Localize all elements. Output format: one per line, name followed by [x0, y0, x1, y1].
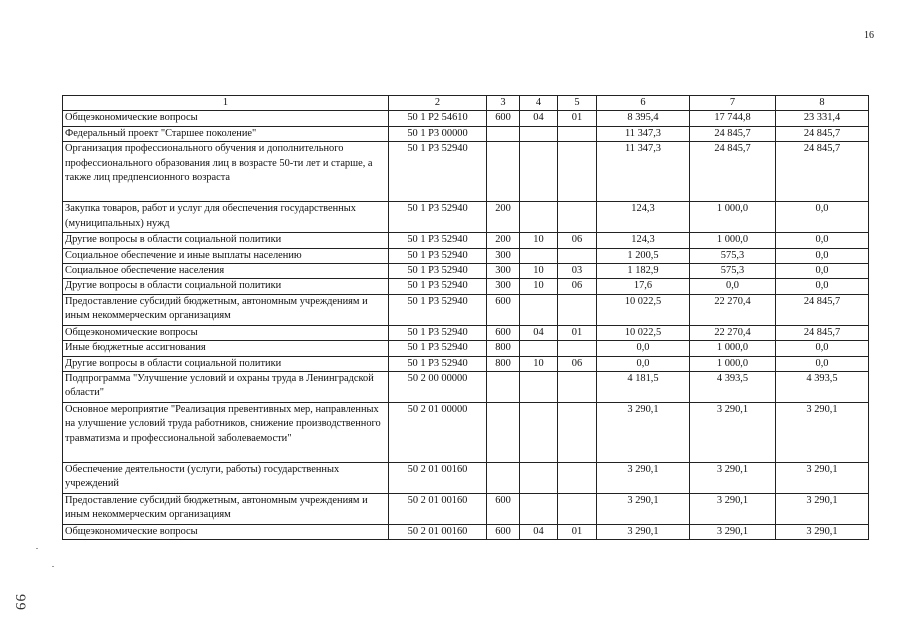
cell-name: Организация профессионального обучения и дополнительного профессионального образования лиц в возрасте 50-ти лет и старше, а также лиц предпенсионного возраста: [63, 142, 389, 202]
cell-section: [520, 372, 558, 403]
side-margin-mark: 99: [12, 594, 28, 611]
cell-subsection: 06: [558, 356, 597, 371]
cell-name: Федеральный проект "Старшее поколение": [63, 126, 389, 141]
cell-code: 50 1 P3 00000: [389, 126, 487, 141]
cell-section: [520, 142, 558, 202]
cell-section: 04: [520, 525, 558, 540]
cell-amount-1: 124,3: [597, 233, 690, 248]
cell-expense-type: [487, 126, 520, 141]
cell-expense-type: 600: [487, 111, 520, 126]
cell-amount-3: 3 290,1: [776, 494, 869, 525]
cell-name: Подпрограмма "Улучшение условий и охраны труда в Ленинградской области": [63, 372, 389, 403]
cell-name: Социальное обеспечение и иные выплаты населению: [63, 248, 389, 263]
cell-expense-type: [487, 142, 520, 202]
header-cell: 5: [558, 96, 597, 111]
cell-amount-2: 575,3: [690, 264, 776, 279]
cell-code: 50 1 P3 52940: [389, 294, 487, 325]
cell-amount-2: 24 845,7: [690, 142, 776, 202]
cell-subsection: [558, 403, 597, 463]
table-row: [63, 142, 869, 202]
cell-amount-2: 3 290,1: [690, 463, 776, 494]
cell-name: Общеэкономические вопросы: [63, 111, 389, 126]
table-row: [63, 264, 869, 279]
cell-code: 50 1 P3 52940: [389, 264, 487, 279]
cell-amount-1: 0,0: [597, 341, 690, 356]
cell-subsection: [558, 142, 597, 202]
cell-amount-3: 0,0: [776, 341, 869, 356]
cell-subsection: [558, 372, 597, 403]
cell-name: Предоставление субсидий бюджетным, автономным учреждениям и иным некоммерческим организациям: [63, 294, 389, 325]
cell-name: Общеэкономические вопросы: [63, 525, 389, 540]
cell-name: Закупка товаров, работ и услуг для обеспечения государственных (муниципальных) нужд: [63, 202, 389, 233]
cell-amount-3: 24 845,7: [776, 126, 869, 141]
cell-section: 10: [520, 233, 558, 248]
budget-table: [62, 95, 869, 540]
cell-expense-type: 300: [487, 248, 520, 263]
cell-amount-1: 3 290,1: [597, 403, 690, 463]
cell-section: [520, 126, 558, 141]
cell-subsection: [558, 494, 597, 525]
cell-name: Обеспечение деятельности (услуги, работы) государственных учреждений: [63, 463, 389, 494]
cell-section: 04: [520, 111, 558, 126]
cell-code: 50 1 P3 52940: [389, 233, 487, 248]
cell-subsection: [558, 248, 597, 263]
table-row: [63, 372, 869, 403]
cell-code: 50 2 01 00160: [389, 525, 487, 540]
cell-name: Основное мероприятие "Реализация превентивных мер, направленных на улучшение условий труда работников, снижение производственного травматизма и профессиональной заболеваемости": [63, 403, 389, 463]
cell-name: Другие вопросы в области социальной политики: [63, 233, 389, 248]
cell-subsection: 01: [558, 111, 597, 126]
cell-expense-type: 300: [487, 264, 520, 279]
table-row: [63, 463, 869, 494]
cell-amount-1: 1 200,5: [597, 248, 690, 263]
cell-amount-1: 124,3: [597, 202, 690, 233]
cell-amount-1: 3 290,1: [597, 463, 690, 494]
header-cell: 2: [389, 96, 487, 111]
cell-amount-1: 3 290,1: [597, 525, 690, 540]
header-cell: 7: [690, 96, 776, 111]
cell-subsection: 01: [558, 325, 597, 340]
cell-subsection: [558, 463, 597, 494]
cell-amount-2: 22 270,4: [690, 325, 776, 340]
table-row: [63, 248, 869, 263]
cell-amount-3: 0,0: [776, 202, 869, 233]
cell-amount-1: 11 347,3: [597, 142, 690, 202]
table-row: [63, 294, 869, 325]
cell-subsection: 06: [558, 279, 597, 294]
cell-code: 50 1 P3 52940: [389, 142, 487, 202]
cell-subsection: 06: [558, 233, 597, 248]
cell-amount-3: 3 290,1: [776, 525, 869, 540]
cell-amount-1: 8 395,4: [597, 111, 690, 126]
cell-amount-3: 24 845,7: [776, 142, 869, 202]
cell-section: [520, 248, 558, 263]
cell-amount-3: 0,0: [776, 233, 869, 248]
cell-section: [520, 341, 558, 356]
table-row: [63, 403, 869, 463]
table-row: [63, 525, 869, 540]
cell-amount-3: 0,0: [776, 279, 869, 294]
cell-amount-2: 575,3: [690, 248, 776, 263]
cell-name: Предоставление субсидий бюджетным, автономным учреждениям и иным некоммерческим организациям: [63, 494, 389, 525]
cell-amount-1: 17,6: [597, 279, 690, 294]
cell-section: [520, 202, 558, 233]
cell-expense-type: [487, 403, 520, 463]
cell-amount-2: 1 000,0: [690, 356, 776, 371]
cell-code: 50 1 P3 52940: [389, 325, 487, 340]
cell-code: 50 2 00 00000: [389, 372, 487, 403]
cell-expense-type: 600: [487, 325, 520, 340]
cell-code: 50 1 P3 52940: [389, 202, 487, 233]
cell-amount-1: 4 181,5: [597, 372, 690, 403]
cell-amount-3: 24 845,7: [776, 294, 869, 325]
cell-amount-1: 10 022,5: [597, 294, 690, 325]
cell-amount-3: 0,0: [776, 356, 869, 371]
cell-amount-2: 3 290,1: [690, 494, 776, 525]
cell-amount-3: 3 290,1: [776, 403, 869, 463]
cell-name: Общеэкономические вопросы: [63, 325, 389, 340]
cell-amount-2: 24 845,7: [690, 126, 776, 141]
cell-expense-type: 600: [487, 525, 520, 540]
cell-amount-2: 3 290,1: [690, 525, 776, 540]
header-cell: 1: [63, 96, 389, 111]
table-row: [63, 126, 869, 141]
cell-amount-2: 22 270,4: [690, 294, 776, 325]
table-row: [63, 325, 869, 340]
cell-amount-1: 3 290,1: [597, 494, 690, 525]
cell-expense-type: 600: [487, 494, 520, 525]
cell-amount-1: 11 347,3: [597, 126, 690, 141]
cell-section: 10: [520, 279, 558, 294]
cell-amount-1: 0,0: [597, 356, 690, 371]
cell-amount-2: 1 000,0: [690, 341, 776, 356]
cell-expense-type: 200: [487, 233, 520, 248]
cell-expense-type: 200: [487, 202, 520, 233]
cell-subsection: [558, 341, 597, 356]
cell-amount-2: 4 393,5: [690, 372, 776, 403]
cell-amount-1: 1 182,9: [597, 264, 690, 279]
table-row: [63, 494, 869, 525]
cell-subsection: [558, 126, 597, 141]
cell-amount-3: 0,0: [776, 248, 869, 263]
header-cell: 3: [487, 96, 520, 111]
cell-name: Социальное обеспечение населения: [63, 264, 389, 279]
cell-amount-2: 1 000,0: [690, 202, 776, 233]
cell-name: Другие вопросы в области социальной политики: [63, 279, 389, 294]
cell-amount-3: 4 393,5: [776, 372, 869, 403]
cell-section: 10: [520, 264, 558, 279]
header-cell: 4: [520, 96, 558, 111]
scan-speck: [52, 566, 54, 567]
cell-amount-2: 0,0: [690, 279, 776, 294]
cell-section: [520, 294, 558, 325]
cell-code: 50 2 01 00160: [389, 494, 487, 525]
cell-section: 04: [520, 325, 558, 340]
cell-amount-3: 0,0: [776, 264, 869, 279]
table-row: [63, 202, 869, 233]
cell-expense-type: [487, 372, 520, 403]
cell-code: 50 2 01 00000: [389, 403, 487, 463]
cell-amount-2: 1 000,0: [690, 233, 776, 248]
table-row: [63, 341, 869, 356]
cell-code: 50 1 P3 52940: [389, 279, 487, 294]
cell-expense-type: 800: [487, 356, 520, 371]
cell-name: Иные бюджетные ассигнования: [63, 341, 389, 356]
table-body: [63, 111, 869, 540]
cell-amount-2: 3 290,1: [690, 403, 776, 463]
cell-amount-3: 24 845,7: [776, 325, 869, 340]
cell-expense-type: 300: [487, 279, 520, 294]
page-number: 16: [864, 30, 874, 41]
cell-section: 10: [520, 356, 558, 371]
cell-amount-2: 17 744,8: [690, 111, 776, 126]
cell-expense-type: [487, 463, 520, 494]
cell-code: 50 2 01 00160: [389, 463, 487, 494]
cell-code: 50 1 P3 52940: [389, 341, 487, 356]
cell-name: Другие вопросы в области социальной политики: [63, 356, 389, 371]
header-cell: 8: [776, 96, 869, 111]
cell-section: [520, 463, 558, 494]
cell-amount-3: 3 290,1: [776, 463, 869, 494]
cell-section: [520, 494, 558, 525]
header-cell: 6: [597, 96, 690, 111]
cell-expense-type: 600: [487, 294, 520, 325]
cell-code: 50 1 P3 52940: [389, 248, 487, 263]
table-row: [63, 279, 869, 294]
cell-code: 50 1 P3 52940: [389, 356, 487, 371]
cell-subsection: 01: [558, 525, 597, 540]
table-header-row: [63, 96, 869, 111]
cell-subsection: 03: [558, 264, 597, 279]
cell-subsection: [558, 294, 597, 325]
cell-section: [520, 403, 558, 463]
cell-subsection: [558, 202, 597, 233]
table-row: [63, 111, 869, 126]
cell-amount-3: 23 331,4: [776, 111, 869, 126]
cell-amount-1: 10 022,5: [597, 325, 690, 340]
cell-code: 50 1 P2 54610: [389, 111, 487, 126]
table-row: [63, 356, 869, 371]
cell-expense-type: 800: [487, 341, 520, 356]
scan-speck: [36, 548, 38, 549]
table-row: [63, 233, 869, 248]
